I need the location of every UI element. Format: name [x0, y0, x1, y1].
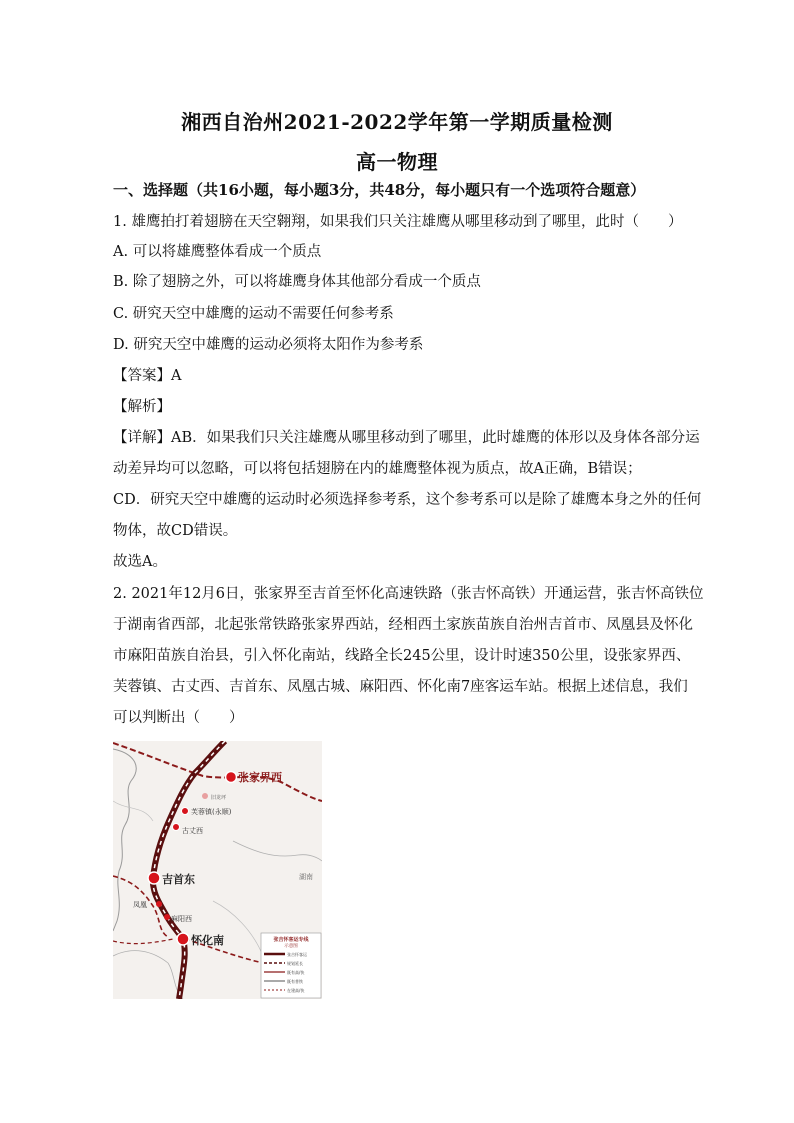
station-marker — [156, 901, 162, 907]
question-1-answer: 【答案】A — [113, 368, 182, 384]
legend-item: 既有高/快 — [287, 970, 305, 975]
legend-item: 规划延长 — [287, 961, 303, 966]
question-1-stem: 1. 雄鹰拍打着翅膀在天空翱翔，如果我们只关注雄鹰从哪里移动到了哪里，此时（ ） — [113, 214, 683, 230]
legend-item: 张吉怀客运 — [287, 952, 307, 957]
question-1-detail-line: 动差异均可以忽略，可以将包括翅膀在内的雄鹰整体视为质点，故A正确，B错误； — [113, 461, 642, 477]
station-marker — [182, 808, 189, 815]
question-1-detail-line: 物体，故CD错误。 — [113, 523, 238, 539]
question-2-stem-line: 于湖南省西部，北起张常铁路张家界西站，经相西土家族苗族自治州吉首市、凤凰县及怀化 — [113, 617, 693, 633]
exam-subject: 高一物理 — [356, 150, 438, 174]
railway-map — [113, 741, 322, 999]
question-1-detail-line: 【详解】AB．如果我们只关注雄鹰从哪里移动到了哪里，此时雄鹰的体形以及身体各部分运 — [113, 430, 700, 446]
question-1-option-d: D. 研究天空中雄鹰的运动必须将太阳作为参考系 — [113, 337, 424, 353]
section-heading: 一、选择题（共16小题，每小题3分，共48分，每小题只有一个选项符合题意） — [113, 181, 646, 199]
question-1-option-a: A. 可以将雄鹰整体看成一个质点 — [113, 244, 322, 260]
legend-subtitle: 示意图 — [284, 944, 298, 949]
question-2-stem-line: 2. 2021年12月6日，张家界至吉首至怀化高速铁路（张吉怀高铁）开通运营，张吉怀高铁位 — [113, 586, 704, 602]
station-marker — [202, 793, 208, 799]
station-label: 吉首东 — [162, 873, 195, 886]
station-label: 张家界西 — [238, 771, 282, 784]
station-marker — [164, 914, 170, 920]
legend-item: 在建高/快 — [287, 988, 305, 993]
legend-item: 既有普铁 — [287, 979, 303, 984]
question-1-conclusion: 故选A。 — [113, 554, 167, 570]
exam-title: 湘西自治州2021-2022学年第一学期质量检测 — [181, 110, 613, 134]
station-marker — [177, 933, 189, 945]
station-marker — [148, 872, 160, 884]
map-legend — [261, 933, 321, 998]
legend-title: 张吉怀客运专线 — [273, 937, 309, 943]
station-label: 凤凰 — [133, 901, 147, 909]
station-label: 怀化南 — [191, 934, 224, 947]
station-marker — [173, 824, 180, 831]
question-2-stem-line: 可以判断出（ ） — [113, 710, 244, 726]
question-1-detail-line: CD．研究天空中雄鹰的运动时必须选择参考系，这个参考系可以是除了雄鹰本身之外的任何 — [113, 492, 702, 508]
station-label: 麻阳西 — [171, 915, 192, 923]
question-2-stem-line: 市麻阳苗族自治县，引入怀化南站，线路全长245公里，设计时速350公里，设张家界西、 — [113, 648, 691, 664]
station-label: 芙蓉镇(永顺) — [191, 808, 232, 816]
station-label: 古丈西 — [182, 827, 203, 835]
question-1-analysis-label: 【解析】 — [113, 399, 171, 415]
region-label: 湖南 — [299, 873, 313, 881]
question-1-option-b: B. 除了翅膀之外，可以将雄鹰身体其他部分看成一个质点 — [113, 274, 481, 290]
station-marker — [226, 772, 237, 783]
question-2-stem-line: 芙蓉镇、古丈西、吉首东、凤凰古城、麻阳西、怀化南7座客运车站。根据上述信息，我们 — [113, 679, 688, 695]
question-1-option-c: C. 研究天空中雄鹰的运动不需要任何参考系 — [113, 306, 394, 322]
place-label: 旧龙坪 — [211, 795, 227, 801]
